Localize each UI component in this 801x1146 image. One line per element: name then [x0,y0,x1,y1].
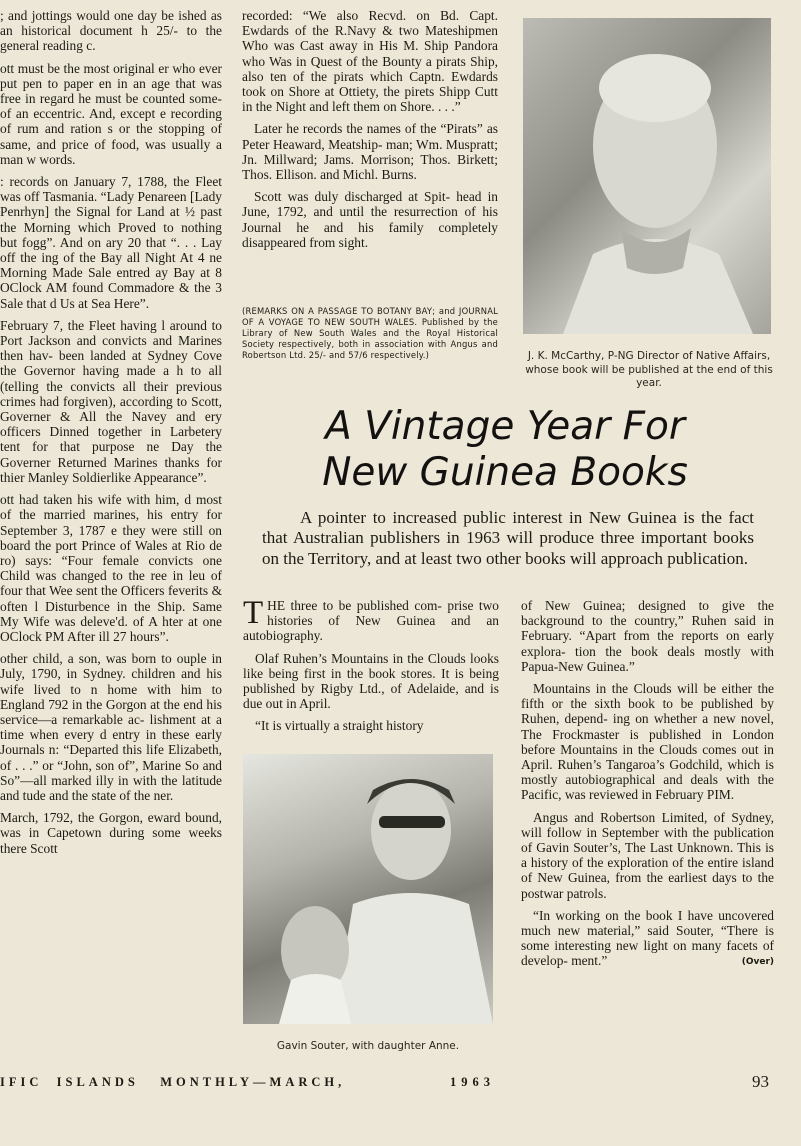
paragraph: Mountains in the Clouds will be either the fifth or the sixth book to be published by Ruhen, depend- ing on whether a new novel, The Frockmaster is published in London before Mountains in the Clouds comes out in April. Ruhen’s Tangaroa’s Godchild, which is mostly autobiographical and deals with the Pacific, was reviewed in February PIM. [521,681,774,803]
column-3-text [243,595,499,741]
paragraph: Olaf Ruhen’s Mountains in the Clouds looks like being first in the book stores. It is being published by Rigby Ltd., of Adelaide, and is due out in April. [243,650,499,712]
issue-year: 1963 [450,1075,495,1089]
paragraph: other child, a son, was born to ouple in July, 1790, in Sydney. children and his wife lived to n home with him to England 792 in the Gorgon at the end his service—a remarkable ac- lishment at a time when every d entry in these early Journals n: “Departed this life Elizabeth, of . . .” or “John, son of”, Marine So and So”—all marked illy in with the latitude and tude and the state of the ner. [0,651,222,803]
paragraph: of New Guinea; designed to give the background to the country,” Ruhen said in February. “Apart from the reports on early explora- tion the book deals mostly with Papua-New Guinea.” [521,598,774,674]
paragraph: : records on January 7, 1788, the Fleet was off Tasmania. “Lady Penareen [Lady Penrhyn] the Signal for Land at ½ past the Morning which Proved to nothing but fogg”. And on ary 20 that “. . . Lay off the ing of the Bay all Night At 4 ne Morning Made Sale entred ay Bay at 8 OClock AM found Commadore & the 3 Sale that d Us at Sea Here”. [0,174,222,311]
page-number: 93 [752,1072,769,1091]
magazine-name: IFIC ISLANDS MONTHLY—MARCH, [0,1075,346,1089]
paragraph-text: HE three to be published com- prise two histories of New Guinea and an autobiography. [243,598,499,644]
paragraph: ; and jottings would one day be ished as an historical document h 25/- to the general reading c. [0,8,222,54]
book-credits: (REMARKS ON A PASSAGE TO BOTANY BAY; and JOURNAL OF A VOYAGE TO NEW SOUTH WALES. Published by the Library of New South Wales and the Royal Historical Society respectively, both in association with Angus and Robertson Ltd. 25/- and 57/6 respectively.) [242,306,498,360]
column-2-text [242,8,498,257]
column-4-text [521,598,774,976]
portrait-photo-image [243,754,493,1024]
paragraph: ott had taken his wife with him, d most of the married marines, his entry for September 3, 1787 e they were still on board the port Prince of Wales at Rio de ro) says: “Four female convicts one Child was changed to the ree in leu of four that Wee sent the Officers feverits & often l Disturbence in the Ship. Same My Wife was deleve'd. of A hter at one OClock PM After ill 27 hours”. [0,492,222,644]
paragraph: recorded: “We also Recvd. on Bd. Capt. Ewdards of the R.Navy & two Mateshipmen Who was Cast away in His M. Ship Pandora who Was in Quest of the Bounty a pirats Ship, also ten of the pirats which Captn. Ewdards took on Shore at Ottiety, the pirets Shipp Cutt in the Night and left them on Shore. . . .” [242,8,498,115]
headline-line-2: New Guinea Books [322,450,688,495]
paragraph [521,908,774,969]
paragraph-text: “In working on the book I have uncovered much new material,” said Souter, “There is some interesting new light on many facets of develop- ment.” [521,907,774,969]
column-1-text [0,8,222,863]
continued-over-label: (Over) [741,957,774,968]
photo-caption-mccarthy: J. K. McCarthy, P-NG Director of Native Affairs, whose book will be published at the end of this year. [525,350,773,389]
paragraph: Later he records the names of the “Pirats” as Peter Heaward, Meatship- man; Wm. Muspratt; Jn. Millward; Jams. Morrison; Thos. Birkett; Thos. Ellison. and Michl. Burns. [242,121,498,183]
article-dek: A pointer to increased public interest in New Guinea is the fact that Australian publishers in 1963 will produce three important books on the Territory, and at least two other books will approach publication. [262,508,754,568]
portrait-photo-souter [243,754,493,1024]
portrait-photo-mccarthy [523,18,771,334]
headline-line-1: A Vintage Year For [325,404,685,449]
paragraph [243,595,499,644]
page-footer [0,1072,801,1094]
article-headline [290,404,720,496]
paragraph: February 7, the Fleet having l around to Port Jackson and convicts and Marines then hav- been landed at Sydney Cove the Governor having made a h to all (telling the convicts all their previous crimes had forgiven), according to Scott, Governer & All the Navey and ery officers Dinned together in Larbetery tent for that purpose ne Day the Governer Returned Marines thanks for thier Manley Soldierlike Appearance”. [0,317,222,485]
drop-cap: T [243,595,264,631]
paragraph: “It is virtually a straight history [255,718,424,734]
portrait-photo-image [523,18,771,334]
paragraph: Angus and Robertson Limited, of Sydney, will follow in September with the publication of Gavin Souter’s, The Last Unknown. This is a history of the exploration of the entire island of New Guinea, from the earliest days to the postwar patrols. [521,809,774,901]
paragraph: ott must be the most original er who ever put pen to paper en in an age that was free in regard he must be counted some- of an eccentric. And, except e recording of rum and ration s or the stopping of same, and price of food, was usually a man w words. [0,60,222,167]
photo-caption-souter: Gavin Souter, with daughter Anne. [276,1040,460,1052]
paragraph: Scott was duly discharged at Spit- head in June, 1792, and until the resurrection of his Journal he and his family completely disappeared from sight. [242,189,498,250]
paragraph: March, 1792, the Gorgon, eward bound, was in Capetown during some weeks there Scott [0,810,222,856]
